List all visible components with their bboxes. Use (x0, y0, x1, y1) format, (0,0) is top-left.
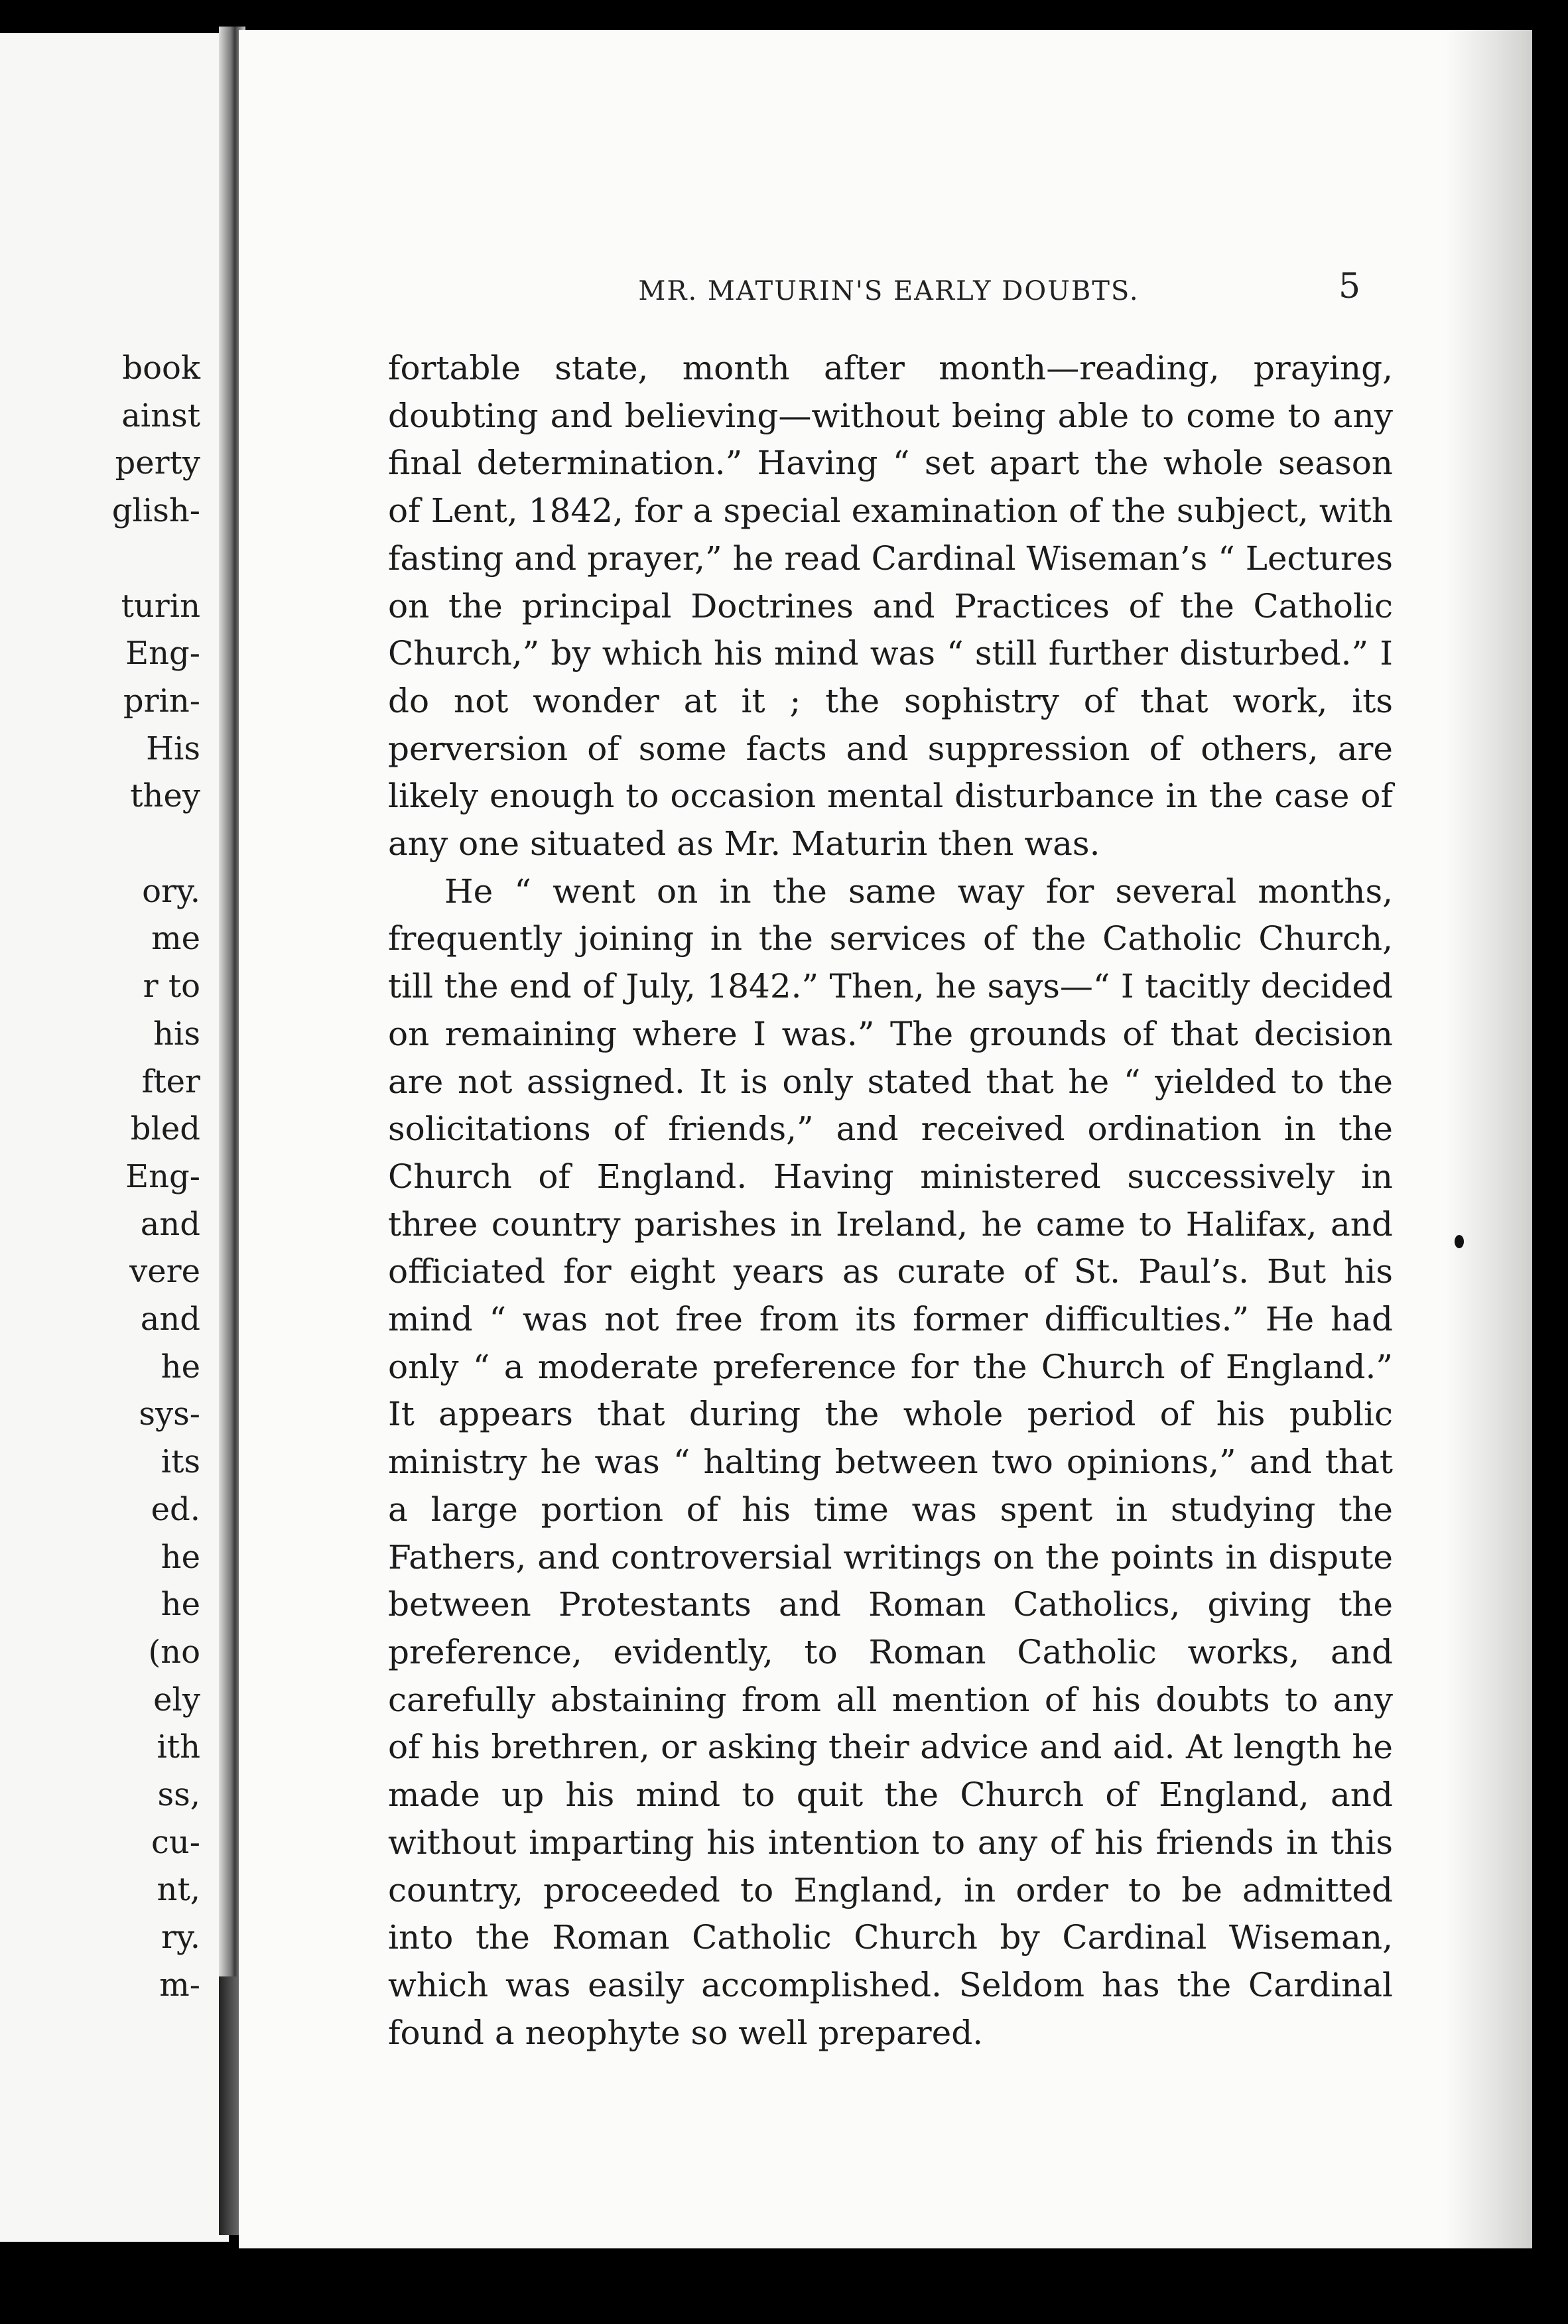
left-fragment-line: his (153, 1015, 200, 1053)
running-head: MR. MATURIN'S EARLY DOUBTS. (638, 276, 1140, 306)
left-fragment-line: he (161, 1538, 200, 1576)
page-edge-shading (1446, 30, 1532, 2248)
left-fragment-line: they (130, 777, 200, 815)
left-fragment-line: turin (121, 587, 200, 625)
left-fragment-line: ith (157, 1728, 200, 1766)
left-fragment-line: fter (141, 1063, 200, 1100)
margin-ink-dot (1455, 1235, 1464, 1248)
left-fragment-line: bled (130, 1110, 200, 1148)
left-fragment-line: me (151, 920, 200, 958)
left-fragment-line: he (161, 1348, 200, 1386)
left-fragment-line: glish- (111, 492, 200, 530)
left-fragment-line: ss, (157, 1776, 200, 1813)
paragraph: fortable state, month after month—reading, praying, doubting and believing—without being able to come to any final determination.” Having “ set apart the whole season of Lent, 1842, for a special examination of the subject, with fasting and prayer,” he read Cardinal Wiseman’s “ Lectures on the principal Doctrines and Practices of the Catholic Church,” by which his mind was “ still further disturbed.” I do not wonder at it ; the sophistry of that work, its perversion of some facts and suppression of others, are likely enough to occasion mental disturbance in the case of any one situated as Mr. Maturin then was. (388, 349, 1393, 864)
left-fragment-line: and (140, 1301, 200, 1338)
left-fragment-line: he (161, 1586, 200, 1624)
body-text (388, 345, 1393, 2057)
left-fragment-line: its (161, 1443, 200, 1481)
left-fragment-line: Eng- (125, 1157, 200, 1195)
left-fragment-line: sys- (139, 1395, 200, 1433)
left-fragment-line: ry. (161, 1919, 200, 1957)
left-fragment-line: m- (159, 1966, 200, 2004)
left-fragment-line: vere (129, 1253, 200, 1291)
left-fragment-line: r to (143, 968, 200, 1005)
left-fragment-line: ely (153, 1681, 200, 1718)
paragraph: He “ went on in the same way for several months, frequently joining in the services of the Catholic Church, till the end of July, 1842.” Then, he says—“ I tacitly decided on remaining where I was.” The grounds of that decision are not assigned. It is only stated that he “ yielded to the solicitations of friends,” and received ordination in the Church of England. Having ministered successively in three country parishes in Ireland, he came to Halifax, and officiated for eight years as curate of St. Paul’s. But his mind “ was not free from its former difficulties.” He had only “ a moderate preference for the Church of England.” It appears that during the whole period of his public ministry he was “ halting between two opinions,” and that a large portion of his time was spent in studying the Fathers, and controversial writings on the points in dispute between Protestants and Roman Catholics, giving the preference, evidently, to Roman Catholic works, and carefully abstaining from all mention of his doubts to any of his brethren, or asking their advice and aid. At length he made up his mind to quit the Church of England, and without imparting his intention to any of his friends in this country, proceeded to England, in order to be admitted into the Roman Catholic Church by Cardinal Wiseman, which was easily accomplished. Seldom has the Cardinal found a neophyte so well prepared. (388, 871, 1393, 2052)
left-fragment-line: perty (115, 444, 200, 482)
left-fragment-line: nt, (157, 1871, 200, 1909)
left-fragment-line: prin- (123, 682, 200, 720)
left-fragment-line: Eng- (125, 635, 200, 673)
page-number: 5 (1339, 267, 1361, 306)
left-page-text-fragments (0, 345, 212, 2043)
left-fragment-line: book (122, 350, 200, 387)
left-fragment-line: cu- (151, 1823, 200, 1861)
left-fragment-line: His (146, 730, 200, 767)
left-fragment-line: ory. (142, 872, 200, 910)
left-fragment-line: ed. (151, 1490, 200, 1528)
left-fragment-line: ainst (121, 397, 200, 434)
left-fragment-line: (no (148, 1633, 200, 1671)
left-fragment-line: and (140, 1205, 200, 1243)
